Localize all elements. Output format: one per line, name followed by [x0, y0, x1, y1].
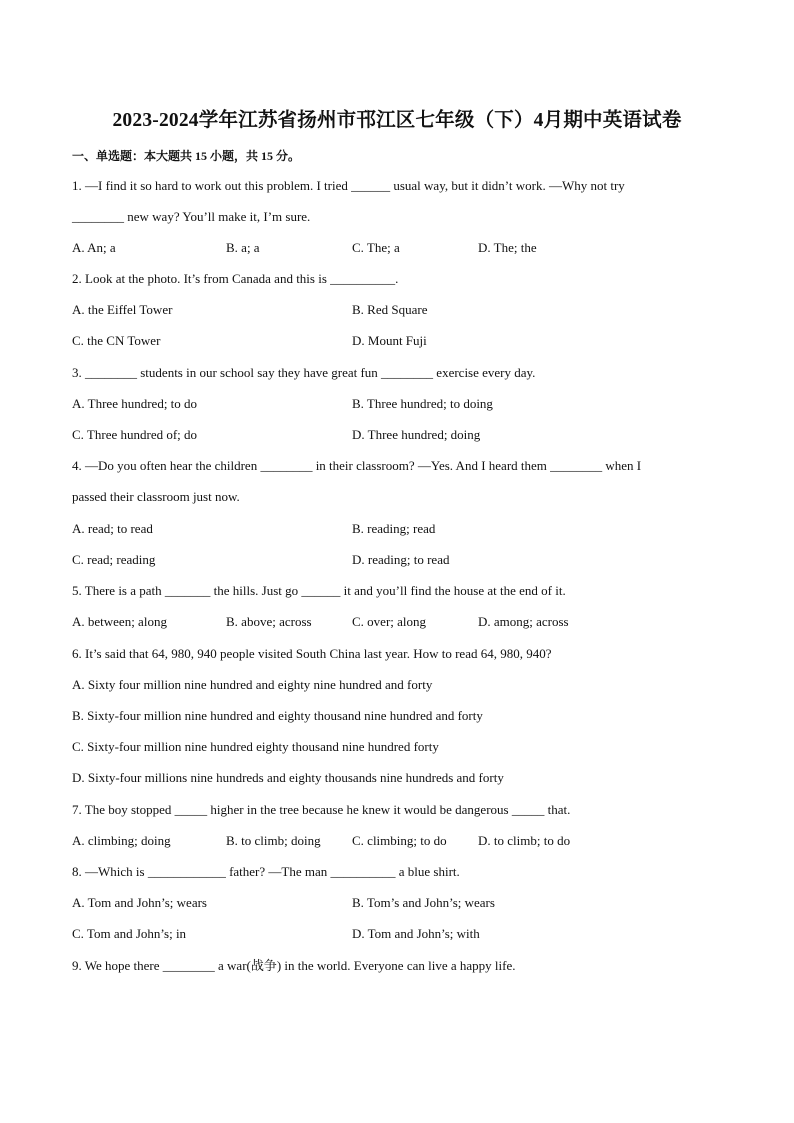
- question-7-option-c: C. climbing; to do: [352, 833, 447, 848]
- question-4-line-2: passed their classroom just now.: [72, 489, 240, 504]
- question-2-option-c: C. the CN Tower: [72, 333, 161, 348]
- question-7-option-a: A. climbing; doing: [72, 833, 171, 848]
- question-6-option-d: D. Sixty-four millions nine hundreds and eighty thousands nine hundreds and forty: [72, 770, 504, 785]
- question-6-option-b: B. Sixty-four million nine hundred and eighty thousand nine hundred and forty: [72, 708, 483, 723]
- question-4-option-b: B. reading; read: [352, 521, 436, 536]
- question-9-line-1: 9. We hope there ________ a war(战争) in the world. Everyone can live a happy life.: [72, 958, 516, 973]
- question-8-option-d: D. Tom and John’s; with: [352, 926, 480, 941]
- question-8-option-b: B. Tom’s and John’s; wears: [352, 895, 495, 910]
- question-1-option-a: A. An; a: [72, 240, 116, 255]
- question-2-line-1: 2. Look at the photo. It’s from Canada and this is __________.: [72, 271, 399, 286]
- question-5-option-c: C. over; along: [352, 614, 427, 629]
- question-1-option-c: C. The; a: [352, 240, 400, 255]
- question-6-line-1: 6. It’s said that 64, 980, 940 people visited South China last year. How to read 64, 980, 940?: [72, 646, 552, 661]
- question-3-option-d: D. Three hundred; doing: [352, 427, 481, 442]
- question-8-line-1: 8. —Which is ____________ father? —The man __________ a blue shirt.: [72, 864, 460, 879]
- question-5-option-d: D. among; across: [478, 614, 569, 629]
- question-7-option-b: B. to climb; doing: [226, 833, 321, 848]
- question-2-option-d: D. Mount Fuji: [352, 333, 427, 348]
- question-3-option-c: C. Three hundred of; do: [72, 427, 198, 442]
- question-8-option-c: C. Tom and John’s; in: [72, 926, 187, 941]
- question-1-line-2: ________ new way? You’ll make it, I’m sure.: [72, 209, 311, 224]
- question-7-line-1: 7. The boy stopped _____ higher in the tree because he knew it would be dangerous _____ that.: [72, 802, 571, 817]
- question-3-option-a: A. Three hundred; to do: [72, 396, 198, 411]
- section-heading: 一、单选题：本大题共 15 小题，共 15 分。: [72, 149, 301, 163]
- question-5-option-b: B. above; across: [226, 614, 312, 629]
- question-5-option-a: A. between; along: [72, 614, 167, 629]
- question-1-option-d: D. The; the: [478, 240, 537, 255]
- question-2-option-a: A. the Eiffel Tower: [72, 302, 173, 317]
- question-1-option-b: B. a; a: [226, 240, 260, 255]
- question-7-option-d: D. to climb; to do: [478, 833, 571, 848]
- question-1-line-1: 1. —I find it so hard to work out this problem. I tried ______ usual way, but it didn’t work. —Why not try: [72, 178, 625, 193]
- question-3-line-1: 3. ________ students in our school say they have great fun ________ exercise every day.: [72, 365, 536, 380]
- question-4-line-1: 4. —Do you often hear the children ________ in their classroom? —Yes. And I heard them ________ when I: [72, 458, 642, 473]
- question-4-option-c: C. read; reading: [72, 552, 156, 567]
- question-4-option-a: A. read; to read: [72, 521, 153, 536]
- question-4-option-d: D. reading; to read: [352, 552, 450, 567]
- exam-title: 2023-2024学年江苏省扬州市邗江区七年级（下）4月期中英语试卷: [112, 110, 682, 131]
- question-5-line-1: 5. There is a path _______ the hills. Just go ______ it and you’ll find the house at the end of it.: [72, 583, 566, 598]
- question-8-option-a: A. Tom and John’s; wears: [72, 895, 207, 910]
- question-6-option-a: A. Sixty four million nine hundred and eighty nine hundred and forty: [72, 677, 433, 692]
- question-3-option-b: B. Three hundred; to doing: [352, 396, 493, 411]
- question-2-option-b: B. Red Square: [352, 302, 428, 317]
- question-6-option-c: C. Sixty-four million nine hundred eighty thousand nine hundred forty: [72, 739, 439, 754]
